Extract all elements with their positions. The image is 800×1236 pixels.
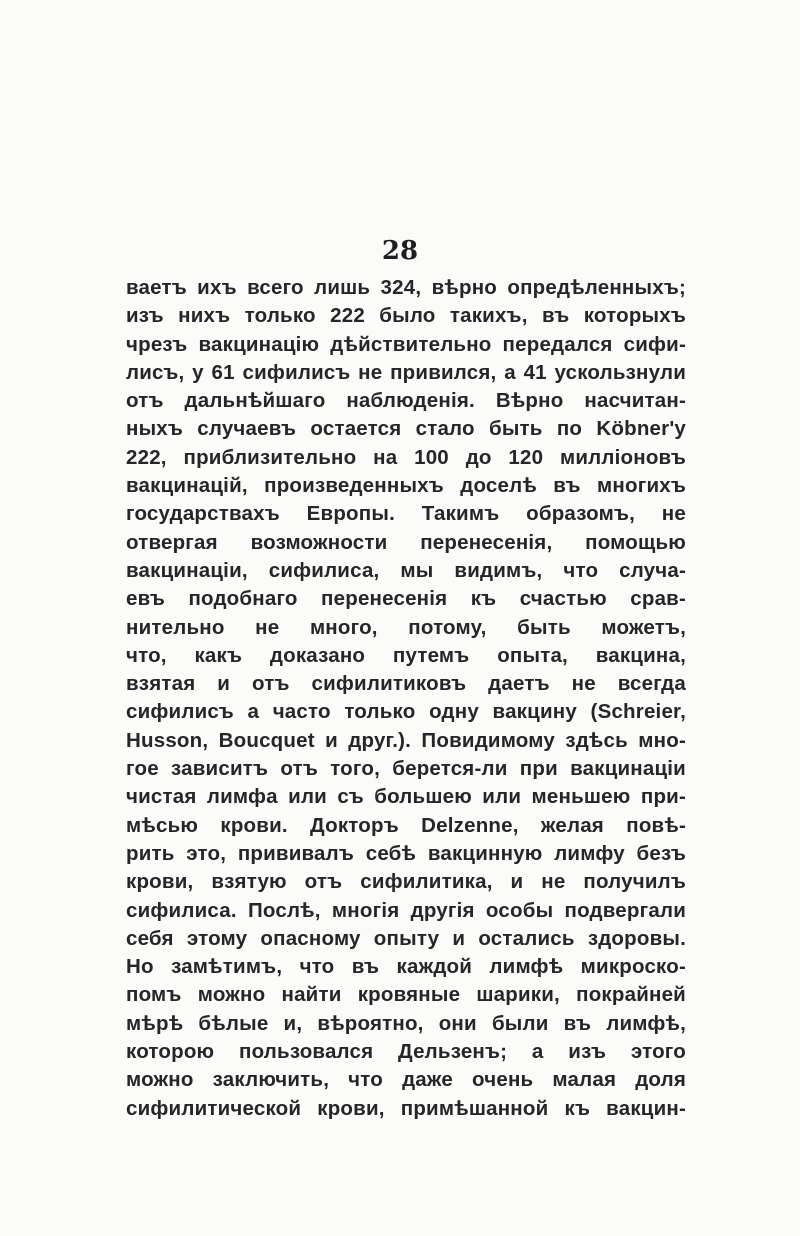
- text-line: чистая лимфа или съ большею или меньшею при-: [126, 785, 686, 809]
- page-number: 28: [381, 236, 419, 266]
- text-line: отъ дальнѣйшаго наблюденія. Вѣрно насчитан-: [126, 389, 686, 413]
- text-line: отвергая возможности перенесенія, помощью: [126, 530, 686, 554]
- text-line: изъ нихъ только 222 было такихъ, въ которыхъ: [126, 304, 686, 328]
- text-line: вакцинаціи, сифилиса, мы видимъ, что случа-: [126, 558, 686, 582]
- text-line: гое зависитъ отъ того, берется-ли при вакцинаціи: [126, 757, 686, 781]
- text-line: себя этому опасному опыту и остались здоровы.: [126, 926, 686, 950]
- text-line: Но замѣтимъ, что въ каждой лимфѣ микроско-: [126, 955, 686, 979]
- text-line: сифилитической крови, примѣшанной къ вакцин-: [126, 1096, 686, 1120]
- text-line: крови, взятую отъ сифилитика, и не получилъ: [126, 870, 686, 894]
- text-line: вакцинацій, произведенныхъ доселѣ въ многихъ: [126, 474, 686, 498]
- text-line: ваетъ ихъ всего лишь 324, вѣрно опредѣленныхъ;: [126, 276, 686, 299]
- text-line: государствахъ Европы. Такимъ образомъ, не: [126, 502, 686, 526]
- text-line: мѣсью крови. Докторъ Delzenne, желая повѣ-: [126, 813, 686, 837]
- text-line: 222, приблизительно на 100 до 120 милліоновъ: [126, 445, 686, 469]
- text-line: мѣрѣ бѣлые и, вѣроятно, они были въ лимфѣ,: [126, 1011, 686, 1035]
- text-line: нительно не много, потому, быть можетъ,: [126, 615, 686, 639]
- text-line: Husson, Boucquet и друг.). Повидимому здѣсь мно-: [126, 728, 686, 752]
- text-line: ныхъ случаевъ остается стало быть по Köbner'у: [126, 417, 686, 441]
- text-line: взятая и отъ сифилитиковъ даетъ не всегда: [126, 672, 686, 696]
- text-line: сифилиса. Послѣ, многія другія особы подвергали: [126, 898, 686, 922]
- text-line: лисъ, у 61 сифилисъ не привился, а 41 ускользнули: [126, 360, 686, 384]
- text-line: можно заключить, что даже очень малая доля: [126, 1068, 686, 1092]
- text-line: чрезъ вакцинацію дѣйствительно передался сифи-: [126, 332, 686, 356]
- text-line: помъ можно найти кровяные шарики, покрайней: [126, 983, 686, 1007]
- text-line: что, какъ доказано путемъ опыта, вакцина,: [126, 643, 686, 667]
- text-line: которою пользовался Дельзенъ; а изъ этого: [126, 1040, 686, 1064]
- text-line: сифилисъ а часто только одну вакцину (Schreier,: [126, 700, 686, 724]
- text-line: евъ подобнаго перенесенія къ счастью срав-: [126, 587, 686, 611]
- text-line: рить это, прививалъ себѣ вакцинную лимфу безъ: [126, 841, 686, 865]
- body-text: [126, 274, 686, 1123]
